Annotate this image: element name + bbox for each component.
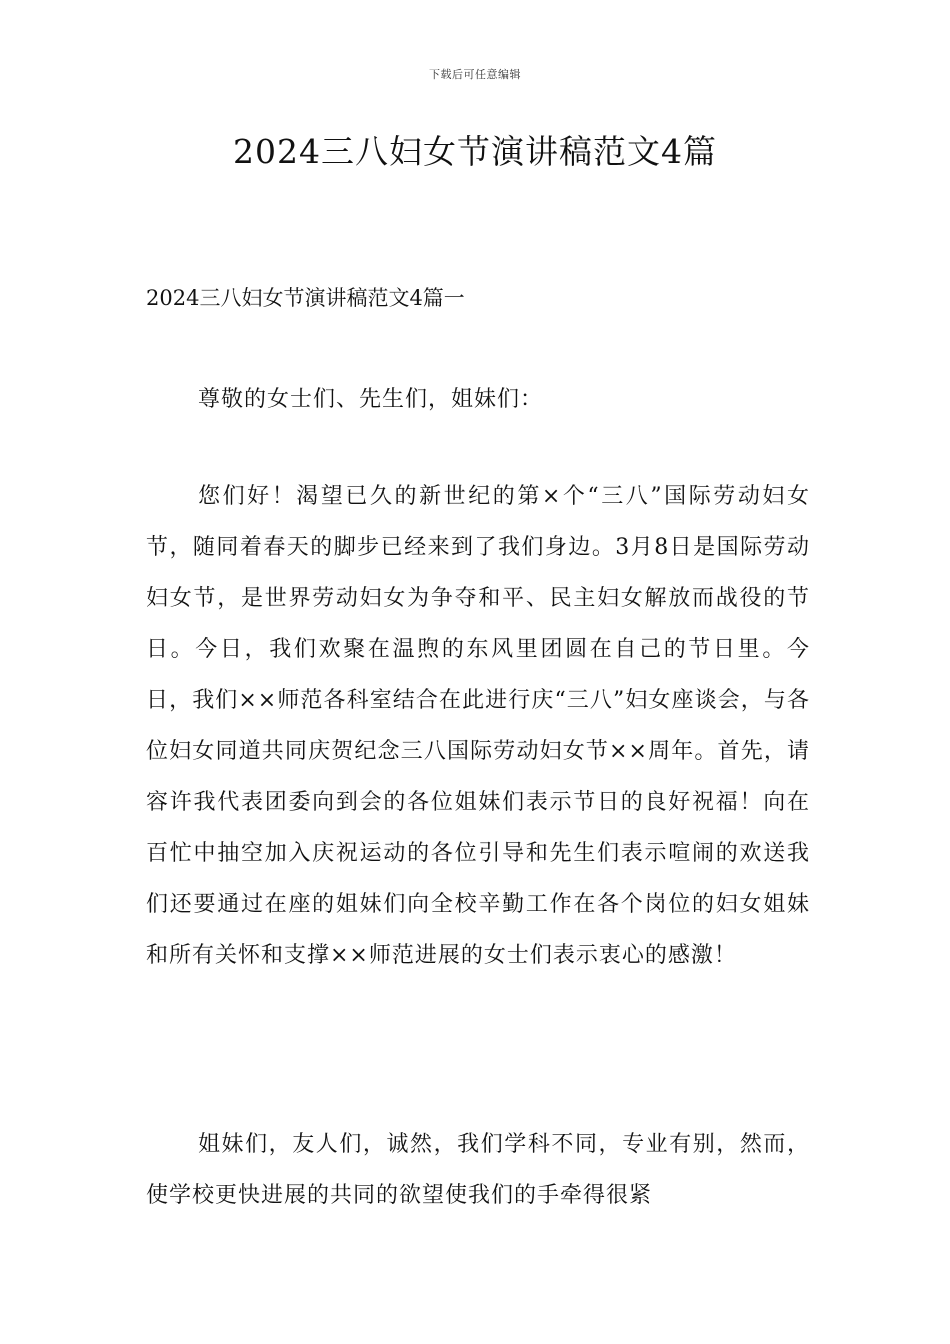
- paragraph-sisters: 姐妹们，友人们，诚然，我们学科不同，专业有别，然而，使学校更快进展的共同的欲望使我们的手牵得很紧: [146, 1132, 810, 1208]
- section-heading: 2024三八妇女节演讲稿范文4篇一: [146, 286, 465, 310]
- header-note: 下载后可任意编辑: [429, 68, 521, 81]
- paragraph-greeting: 尊敬的女士们、先生们，姐妹们：: [198, 387, 544, 412]
- document-title: 2024三八妇女节演讲稿范文4篇: [233, 132, 717, 171]
- paragraph-main: 您们好！渴望已久的新世纪的第×个“三八”国际劳动妇女节，随同着春天的脚步已经来到了我们身边。3月8日是国际劳动妇女节，是世界劳动妇女为争夺和平、民主妇女解放而战役的节日。今日，我们欢聚在温煦的东风里团圆在自己的节日里。今日，我们××师范各科室结合在此进行庆“三八”妇女座谈会，与各位妇女同道共同庆贺纪念三八国际劳动妇女节××周年。首先，请容许我代表团委向到会的各位姐妹们表示节日的良好祝福！向在百忙中抽空加入庆祝运动的各位引导和先生们表示喧闹的欢送我们还要通过在座的姐妹们向全校辛勤工作在各个岗位的妇女姐妹和所有关怀和支撑××师范进展的女士们表示衷心的感激！: [146, 484, 810, 968]
